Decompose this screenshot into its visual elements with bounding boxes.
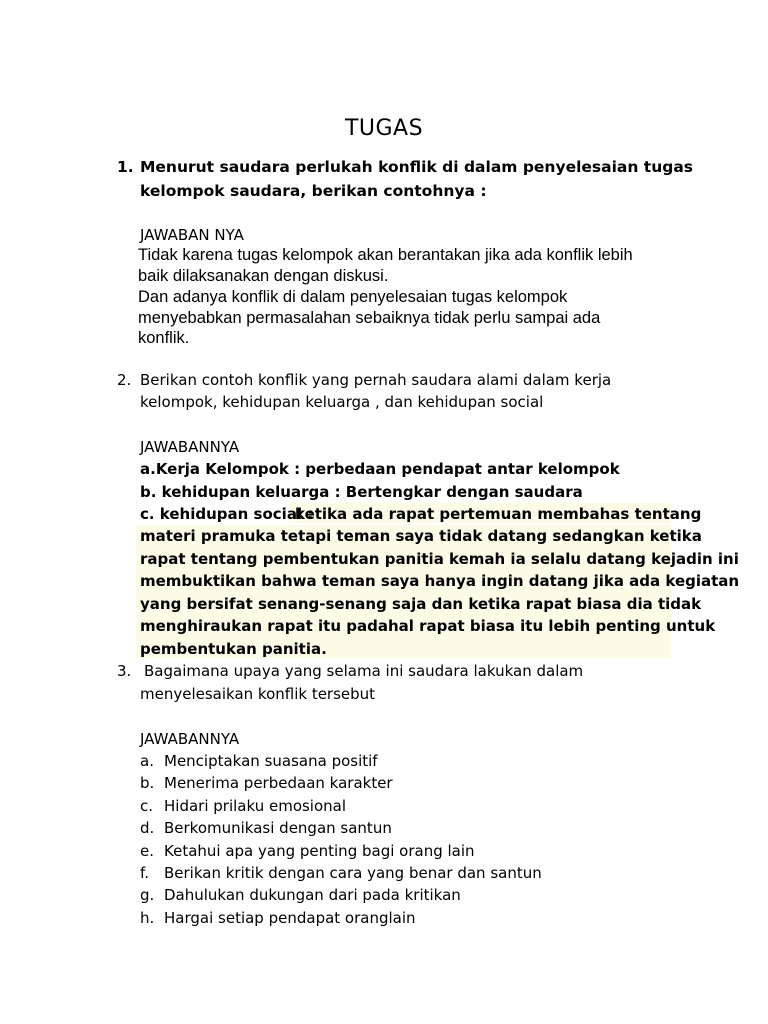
q2-answer-label: JAWABANNYA bbox=[140, 438, 240, 456]
q3-item-letter: d. bbox=[140, 819, 155, 837]
q3-item-letter: h. bbox=[140, 909, 155, 927]
q2-answer-c-first: ketika ada rapat pertemuan membahas tentang bbox=[295, 505, 702, 523]
q3-item-letter: e. bbox=[140, 842, 154, 860]
document-title: TUGAS bbox=[344, 116, 424, 141]
q2-line-1: Berikan contoh konflik yang pernah saudara alami dalam kerja bbox=[140, 371, 612, 389]
q2-answer-c-label: c. kehidupan social : bbox=[140, 505, 314, 523]
q2-answer-c-line-1: materi pramuka tetapi teman saya tidak datang sedangkan ketika bbox=[140, 527, 702, 545]
q3-item-text: Dahulukan dukungan dari pada kritikan bbox=[164, 886, 461, 904]
q3-item-text: Berikan kritik dengan cara yang benar dan santun bbox=[164, 864, 542, 882]
q1-answer-line-1: Tidak karena tugas kelompok akan berantakan jika ada konflik lebih bbox=[138, 246, 633, 264]
q3-item-text: Hargai setiap pendapat oranglain bbox=[164, 909, 416, 927]
q1-answer-label: JAWABAN NYA bbox=[140, 226, 244, 244]
q1-answer-line-2: baik dilaksanakan dengan diskusi. bbox=[138, 267, 389, 285]
q3-number: 3. bbox=[117, 662, 132, 680]
q2-answer-c-line-4: yang bersifat senang-senang saja dan ketika rapat biasa dia tidak bbox=[140, 595, 702, 613]
q3-answer-label: JAWABANNYA bbox=[140, 730, 240, 748]
q3-line-1: Bagaimana upaya yang selama ini saudara lakukan dalam bbox=[144, 662, 584, 680]
q1-line-1: Menurut saudara perlukah konflik di dalam penyelesaian tugas bbox=[140, 158, 694, 176]
q3-item-letter: a. bbox=[140, 752, 154, 770]
q3-line-2: menyelesaikan konflik tersebut bbox=[140, 685, 376, 703]
q1-answer-line-5: konflik. bbox=[138, 329, 190, 347]
q3-item-letter: c. bbox=[140, 797, 154, 815]
q2-answer-c-line-3: membuktikan bahwa teman saya hanya ingin datang jika ada kegiatan bbox=[140, 572, 740, 590]
q3-item-letter: f. bbox=[140, 864, 149, 882]
q3-item-text: Ketahui apa yang penting bagi orang lain bbox=[164, 842, 475, 860]
q1-answer-line-4: menyebabkan permasalahan sebaiknya tidak perlu sampai ada bbox=[138, 309, 601, 327]
q2-answer-c-line-2: rapat tentang pembentukan panitia kemah ia selalu datang kejadin ini bbox=[140, 550, 739, 568]
q2-answer-a: a.Kerja Kelompok : perbedaan pendapat antar kelompok bbox=[140, 460, 620, 478]
q2-answer-c-line-5: menghiraukan rapat itu padahal rapat biasa itu lebih penting untuk bbox=[140, 617, 716, 635]
q3-item-letter: b. bbox=[140, 774, 155, 792]
q3-item-letter: g. bbox=[140, 886, 155, 904]
q2-answer-b: b. kehidupan keluarga : Bertengkar dengan saudara bbox=[140, 483, 583, 501]
q2-line-2: kelompok, kehidupan keluarga , dan kehidupan social bbox=[140, 393, 544, 411]
q1-number: 1. bbox=[117, 158, 134, 176]
q1-answer-line-3: Dan adanya konflik di dalam penyelesaian tugas kelompok bbox=[138, 288, 568, 306]
q2-number: 2. bbox=[117, 371, 132, 389]
q3-item-text: Menerima perbedaan karakter bbox=[164, 774, 393, 792]
q3-item-text: Hidari prilaku emosional bbox=[164, 797, 347, 815]
q2-answer-c-line-6: pembentukan panitia. bbox=[140, 640, 327, 658]
q1-line-2: kelompok saudara, berikan contohnya : bbox=[140, 182, 487, 200]
q3-item-text: Menciptakan suasana positif bbox=[164, 752, 378, 770]
q3-item-text: Berkomunikasi dengan santun bbox=[164, 819, 392, 837]
